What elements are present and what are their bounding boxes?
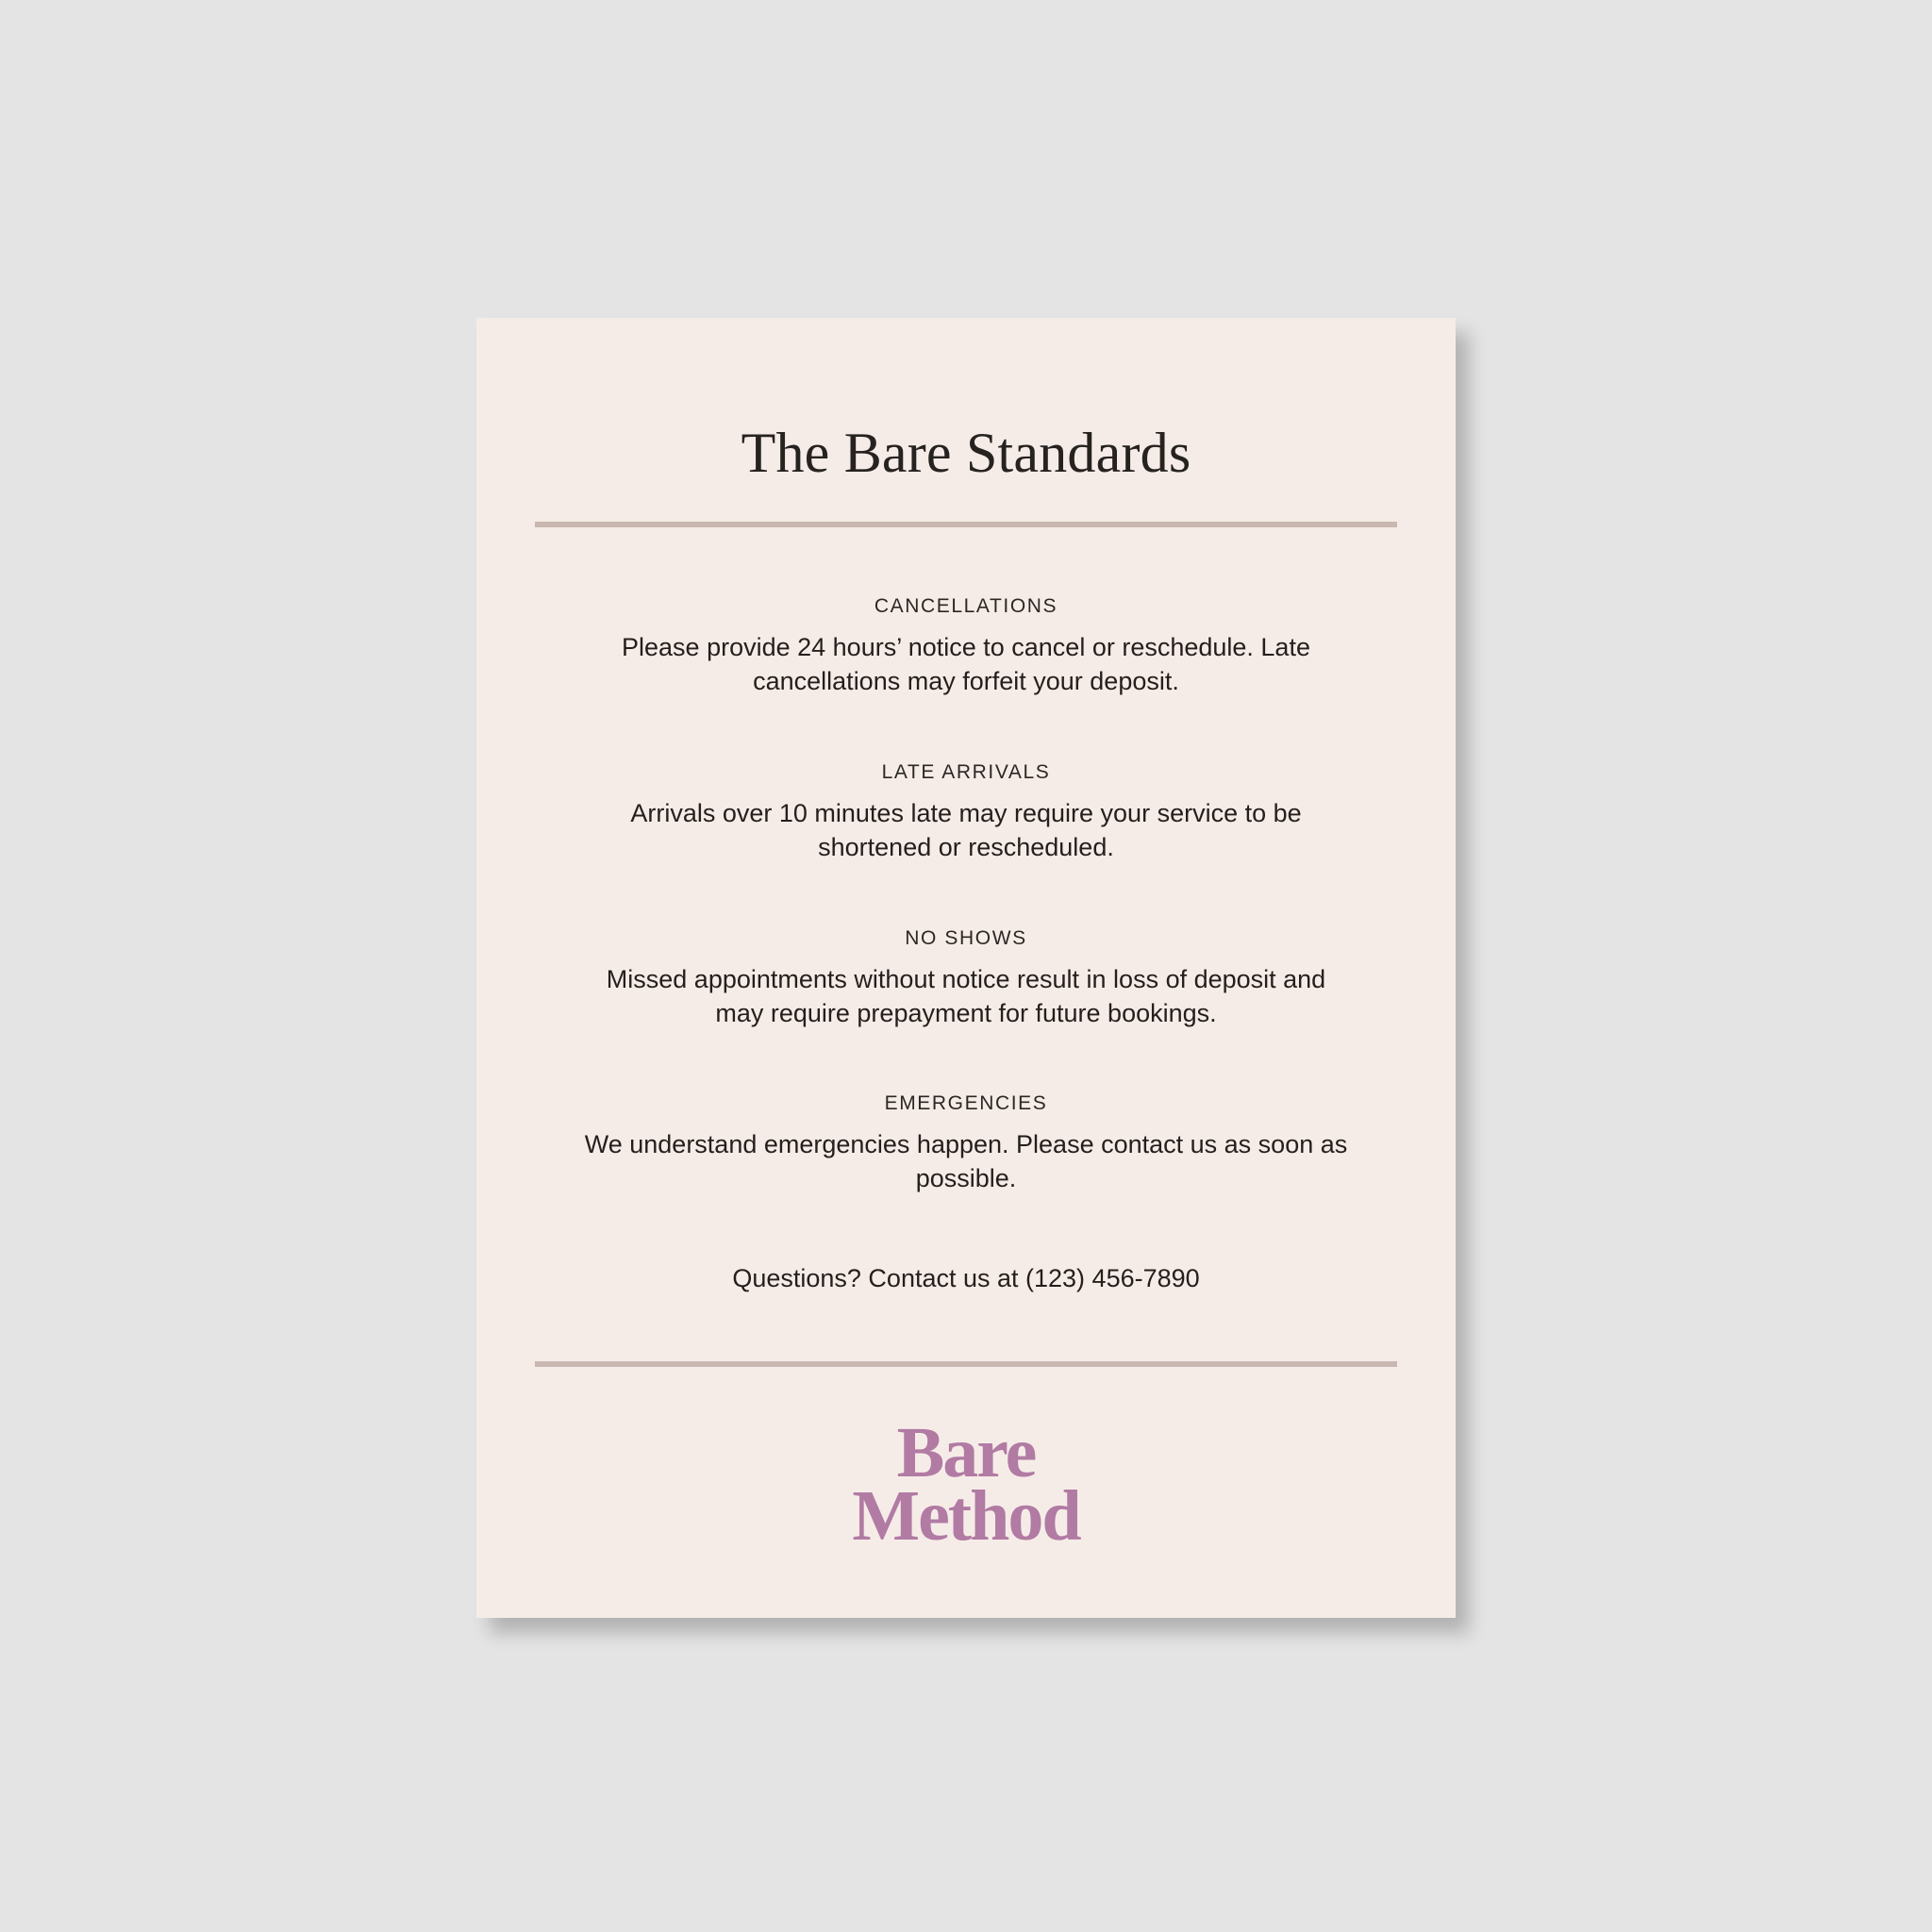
policy-sections: [535, 595, 1397, 1196]
section-body: Missed appointments without notice result in loss of deposit and may require prepayment for future bookings.: [606, 964, 1326, 1027]
brand-logo-line-1: Bare: [896, 1413, 1036, 1493]
policy-section-no-shows: [535, 927, 1397, 1031]
brand-logo-line-2: Method: [852, 1476, 1080, 1557]
policy-card: [476, 318, 1456, 1618]
divider-top: [535, 522, 1397, 527]
section-heading: CANCELLATIONS: [874, 595, 1058, 617]
section-body: Arrivals over 10 minutes late may require your service to be shortened or rescheduled.: [630, 798, 1302, 861]
section-heading: LATE ARRIVALS: [881, 760, 1051, 783]
contact-line: Questions? Contact us at (123) 456-7890: [732, 1264, 1200, 1293]
section-body: We understand emergencies happen. Please contact us as soon as possible.: [584, 1130, 1348, 1193]
policy-section-emergencies: [535, 1092, 1397, 1196]
brand-logo: [535, 1367, 1397, 1618]
section-heading: NO SHOWS: [905, 926, 1027, 949]
section-body: Please provide 24 hours’ notice to cancel or reschedule. Late cancellations may forfeit your deposit.: [622, 633, 1310, 695]
card-footer: [476, 1361, 1456, 1618]
policy-section-late-arrivals: [535, 761, 1397, 865]
policy-section-cancellations: [535, 595, 1397, 699]
section-heading: EMERGENCIES: [884, 1092, 1048, 1115]
page-title: The Bare Standards: [741, 422, 1191, 484]
